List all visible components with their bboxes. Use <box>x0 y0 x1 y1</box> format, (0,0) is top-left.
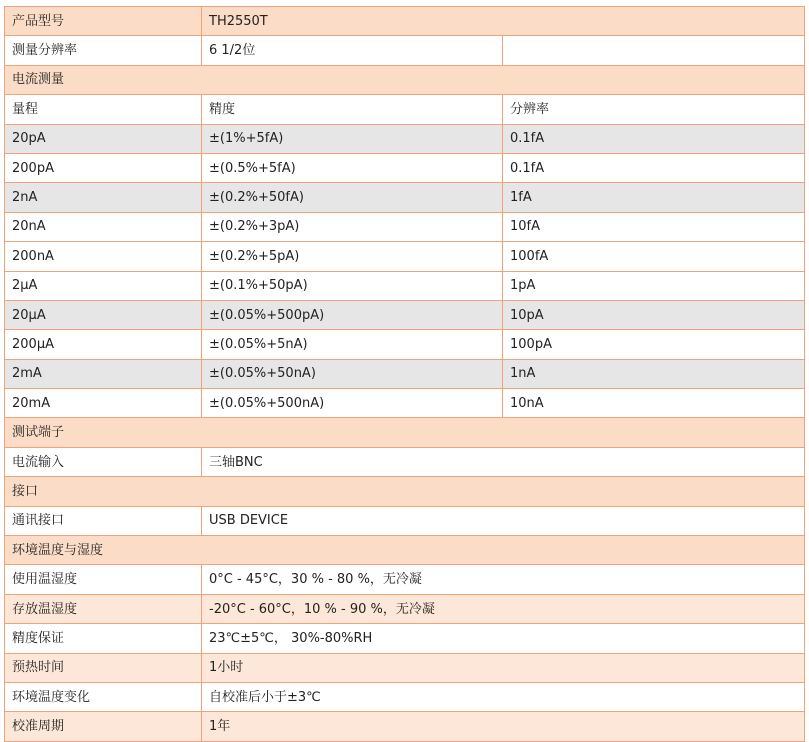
current-accuracy-cell: ±(1%+5fA) <box>202 124 503 153</box>
current-row <box>5 183 805 212</box>
current-row <box>5 153 805 182</box>
section-title-interface: 接口 <box>5 477 805 506</box>
current-row <box>5 124 805 153</box>
current-accuracy-cell: ±(0.2%+50fA) <box>202 183 503 212</box>
current-header-row <box>5 95 805 124</box>
section-interface <box>5 477 805 506</box>
terminal-value: 三轴BNC <box>202 447 805 476</box>
terminal-row <box>5 447 805 476</box>
environment-row <box>5 712 805 741</box>
environment-row <box>5 682 805 711</box>
current-row <box>5 212 805 241</box>
current-row <box>5 300 805 329</box>
resolution-empty-cell <box>503 36 805 65</box>
current-resolution-cell: 10nA <box>503 389 805 418</box>
current-range-cell: 2nA <box>5 183 202 212</box>
current-row <box>5 271 805 300</box>
section-title-environment: 环境温度与湿度 <box>5 536 805 565</box>
resolution-value: 6 1/2位 <box>202 36 503 65</box>
current-resolution-cell: 0.1fA <box>503 153 805 182</box>
current-accuracy-cell: ±(0.2%+5pA) <box>202 242 503 271</box>
current-range-cell: 200nA <box>5 242 202 271</box>
section-environment <box>5 536 805 565</box>
current-range-cell: 20mA <box>5 389 202 418</box>
current-range-cell: 2μA <box>5 271 202 300</box>
environment-row <box>5 624 805 653</box>
resolution-label: 测量分辨率 <box>5 36 202 65</box>
current-range-cell: 2mA <box>5 359 202 388</box>
current-accuracy-cell: ±(0.05%+500pA) <box>202 300 503 329</box>
current-resolution-cell: 10fA <box>503 212 805 241</box>
environment-label: 预热时间 <box>5 653 202 682</box>
environment-label: 环境温度变化 <box>5 682 202 711</box>
interface-value: USB DEVICE <box>202 506 805 535</box>
current-range-cell: 20pA <box>5 124 202 153</box>
environment-value: 0°C - 45°C，30 % - 80 %，无冷凝 <box>202 565 805 594</box>
section-terminal <box>5 418 805 447</box>
product-model-value: TH2550T <box>202 7 805 36</box>
environment-row <box>5 653 805 682</box>
current-resolution-cell: 1fA <box>503 183 805 212</box>
current-accuracy-cell: ±(0.2%+3pA) <box>202 212 503 241</box>
current-range-cell: 20nA <box>5 212 202 241</box>
environment-row <box>5 565 805 594</box>
spec-table <box>4 6 805 742</box>
environment-value: -20°C - 60°C，10 % - 90 %，无冷凝 <box>202 594 805 623</box>
current-accuracy-cell: ±(0.05%+50nA) <box>202 359 503 388</box>
row-resolution <box>5 36 805 65</box>
interface-label: 通讯接口 <box>5 506 202 535</box>
current-row <box>5 389 805 418</box>
interface-row <box>5 506 805 535</box>
header-range: 量程 <box>5 95 202 124</box>
header-accuracy: 精度 <box>202 95 503 124</box>
current-range-cell: 20μA <box>5 300 202 329</box>
environment-value: 1小时 <box>202 653 805 682</box>
current-range-cell: 200μA <box>5 330 202 359</box>
section-title-terminal: 测试端子 <box>5 418 805 447</box>
current-range-cell: 200pA <box>5 153 202 182</box>
current-resolution-cell: 100fA <box>503 242 805 271</box>
current-resolution-cell: 100pA <box>503 330 805 359</box>
environment-label: 使用温湿度 <box>5 565 202 594</box>
current-resolution-cell: 1pA <box>503 271 805 300</box>
environment-value: 自校准后小于±3℃ <box>202 682 805 711</box>
current-accuracy-cell: ±(0.1%+50pA) <box>202 271 503 300</box>
header-resolution: 分辨率 <box>503 95 805 124</box>
section-current <box>5 65 805 94</box>
current-accuracy-cell: ±(0.05%+500nA) <box>202 389 503 418</box>
environment-label: 存放温湿度 <box>5 594 202 623</box>
row-product-model <box>5 7 805 36</box>
terminal-label: 电流输入 <box>5 447 202 476</box>
environment-value: 1年 <box>202 712 805 741</box>
product-model-label: 产品型号 <box>5 7 202 36</box>
current-row <box>5 330 805 359</box>
environment-label: 精度保证 <box>5 624 202 653</box>
environment-label: 校准周期 <box>5 712 202 741</box>
current-row <box>5 242 805 271</box>
environment-value: 23℃±5℃， 30%-80%RH <box>202 624 805 653</box>
current-resolution-cell: 0.1fA <box>503 124 805 153</box>
current-row <box>5 359 805 388</box>
section-title-current: 电流测量 <box>5 65 805 94</box>
current-accuracy-cell: ±(0.5%+5fA) <box>202 153 503 182</box>
environment-row <box>5 594 805 623</box>
current-accuracy-cell: ±(0.05%+5nA) <box>202 330 503 359</box>
current-resolution-cell: 10pA <box>503 300 805 329</box>
current-resolution-cell: 1nA <box>503 359 805 388</box>
